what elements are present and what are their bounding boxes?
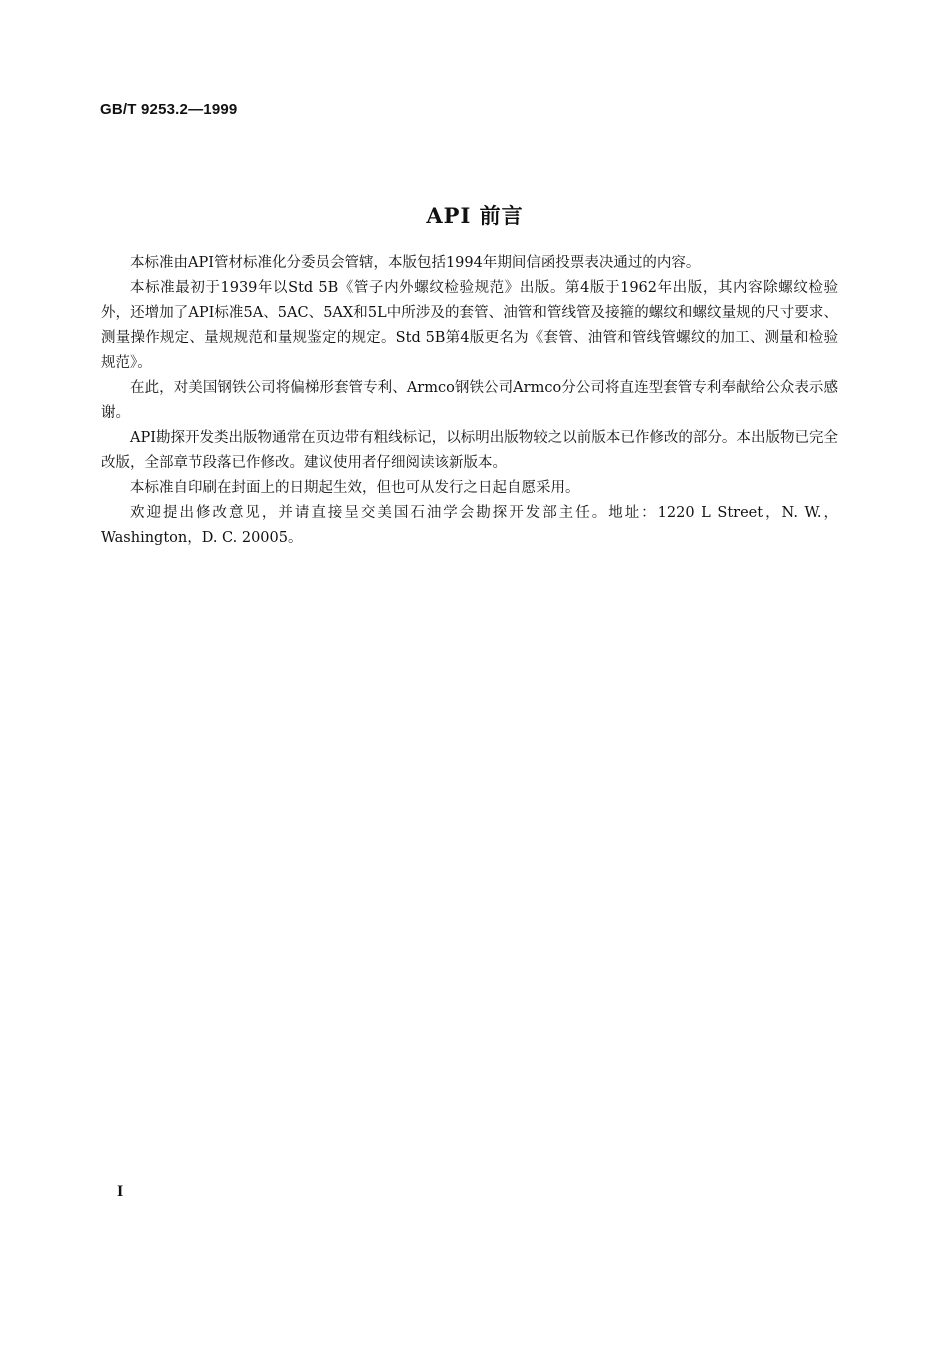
page-number: I — [117, 1183, 124, 1200]
paragraph-contact: 欢迎提出修改意见，并请直接呈交美国石油学会勘探开发部主任。地址：1220 L Street，N. W.，Washington，D. C. 20005。 — [101, 505, 838, 546]
foreword-body — [101, 251, 838, 551]
paragraph-acknowledgement: 在此，对美国钢铁公司将偏梯形套管专利、Armco钢铁公司Armco分公司将直连型套管专利奉献给公众表示感谢。 — [101, 380, 838, 421]
standard-code-header: GB/T 9253.2—1999 — [100, 101, 238, 118]
section-title: API 前言 — [426, 203, 524, 228]
paragraph-history: 本标准最初于1939年以Std 5B《管子内外螺纹检验规范》出版。第4版于1962年出版，其内容除螺纹检验外，还增加了API标准5A、5AC、5AX和5L中所涉及的套管、油管和管线管及接箍的螺纹和螺纹量规的尺寸要求、测量操作规定、量规规范和量规鉴定的规定。Std 5B第4版更名为《套管、油管和管线管螺纹的加工、测量和检验规范》。 — [101, 280, 838, 371]
paragraph-revision-marks: API勘探开发类出版物通常在页边带有粗线标记，以标明出版物较之以前版本已作修改的部分。本出版物已完全改版，全部章节段落已作修改。建议使用者仔细阅读该新版本。 — [101, 430, 838, 471]
paragraph-jurisdiction: 本标准由API管材标准化分委员会管辖，本版包括1994年期间信函投票表决通过的内容。 — [130, 255, 701, 271]
paragraph-effective-date: 本标准自印刷在封面上的日期起生效，但也可从发行之日起自愿采用。 — [130, 480, 580, 496]
